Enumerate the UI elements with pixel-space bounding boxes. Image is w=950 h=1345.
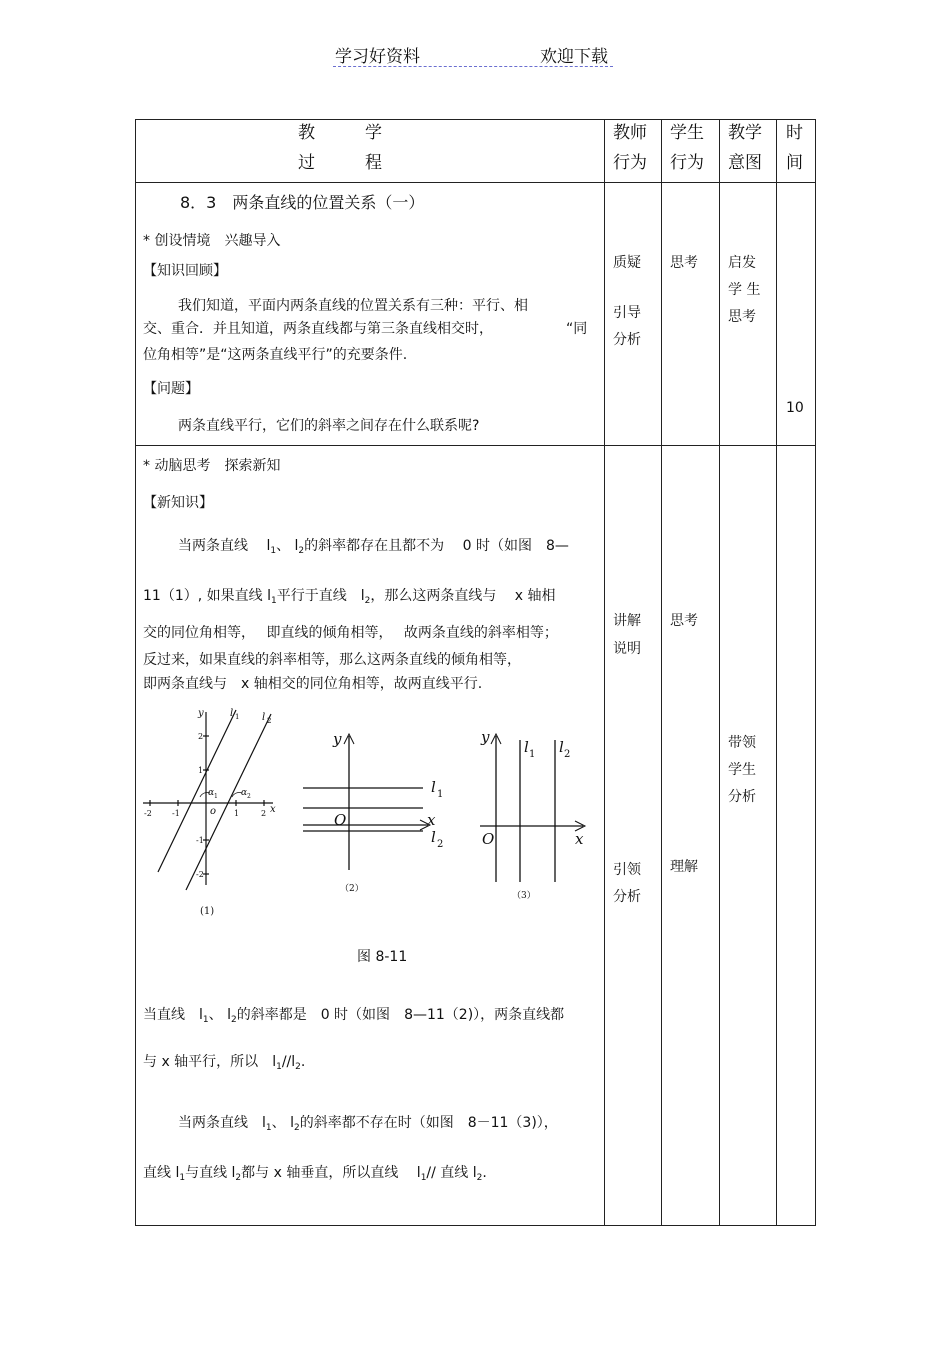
- s1-teacher-3: 分析: [613, 332, 641, 348]
- svg-text:（2）: （2）: [340, 884, 364, 894]
- s2-student-1: 思考: [670, 613, 698, 629]
- para5: 即两条直线与 x 轴相交的同位角相等，故两直线平行.: [143, 676, 483, 692]
- s2-teacher-2: 说明: [613, 641, 641, 657]
- svg-text:x: x: [270, 804, 276, 815]
- svg-text:l: l: [524, 738, 529, 756]
- s1-intent-1: 启发: [728, 255, 756, 271]
- head-xue: 学: [365, 123, 382, 143]
- recall-line-3: 位角相等”是“这两条直线平行”的充要条件.: [143, 347, 408, 363]
- recall-label: 【知识回顾】: [143, 263, 227, 279]
- svg-text:1: 1: [198, 766, 204, 775]
- s1-time: 10: [786, 400, 804, 416]
- s1-intent-3: 思考: [728, 309, 756, 325]
- s2-intent-1: 带领: [728, 735, 756, 751]
- para9: 直线 $l_1$与直线 $l_2$都与 x 轴垂直，所以直线 $l_1//$ 直线 $l_2$.: [143, 1165, 487, 1183]
- para7: 与 x 轴平行，所以 $l_1//l_2$.: [143, 1054, 306, 1072]
- figure-2: [303, 734, 430, 870]
- s2-teacher-3: 引领: [613, 862, 641, 878]
- svg-text:-2: -2: [144, 809, 152, 818]
- section2-bullet: * 动脑思考 探索新知: [143, 458, 281, 474]
- recall-line-2-tail: “同: [566, 321, 588, 337]
- head-teacher-1: 教师: [613, 123, 647, 143]
- recall-line-1: 我们知道，平面内两条直线的位置关系有三种：平行、相: [178, 298, 528, 314]
- svg-text:-2: -2: [196, 870, 204, 879]
- s2-student-2: 理解: [670, 859, 698, 875]
- svg-text:2: 2: [267, 717, 272, 725]
- header-right: 欢迎下载: [540, 47, 608, 67]
- para6: 当直线 $l_1$、 $l_2$的斜率都是 0 时（如图 8—11（2)），两条直线都: [143, 1007, 565, 1025]
- para1: 当两条直线 $l_1$、 $l_2$的斜率都存在且都不为 0 时（如图 8—: [178, 538, 569, 556]
- svg-text:-1: -1: [172, 809, 180, 818]
- s2-intent-2: 学生: [728, 762, 756, 778]
- svg-text:o: o: [210, 806, 217, 817]
- para3: 交的同位角相等， 即直线的倾角相等， 故两条直线的斜率相等；: [143, 625, 558, 641]
- figure-1: [143, 710, 273, 890]
- header-left: 学习好资料: [335, 47, 420, 67]
- section1-title: 8．3 两条直线的位置关系（一）: [180, 193, 425, 212]
- figure-8-11: [138, 700, 598, 930]
- para2: 11（1）, 如果直线 $l_1$平行于直线 $l_2$，那么这两条直线与 x 轴相: [143, 588, 556, 606]
- svg-text:x: x: [575, 830, 584, 848]
- head-time-1: 时: [786, 123, 803, 143]
- svg-text:2: 2: [247, 793, 251, 800]
- s1-student-1: 思考: [670, 255, 698, 271]
- s1-intent-2: 学 生: [728, 282, 761, 298]
- s2-teacher-4: 分析: [613, 889, 641, 905]
- head-time-2: 间: [786, 153, 803, 173]
- svg-text:1: 1: [234, 809, 240, 818]
- head-cheng: 程: [365, 153, 382, 173]
- figure-caption: 图 8-11: [357, 949, 408, 965]
- svg-text:2: 2: [437, 839, 444, 850]
- svg-text:l: l: [431, 828, 436, 846]
- svg-text:x: x: [427, 811, 436, 829]
- head-student-1: 学生: [670, 123, 704, 143]
- s1-teacher-1: 质疑: [613, 255, 641, 271]
- svg-text:α: α: [208, 788, 215, 798]
- para4: 反过来，如果直线的斜率相等，那么这两条直线的倾角相等，: [143, 652, 521, 668]
- s1-teacher-2: 引导: [613, 305, 641, 321]
- svg-text:(1): (1): [200, 906, 215, 917]
- svg-text:y: y: [333, 730, 342, 748]
- svg-text:l: l: [262, 712, 266, 723]
- head-teacher-2: 行为: [613, 153, 647, 173]
- head-intent-1: 教学: [728, 123, 762, 143]
- svg-text:α: α: [241, 788, 248, 798]
- question-label: 【问题】: [143, 381, 199, 397]
- svg-text:1: 1: [437, 789, 444, 800]
- svg-text:O: O: [482, 830, 495, 848]
- svg-text:l: l: [230, 708, 234, 719]
- svg-text:1: 1: [214, 793, 218, 800]
- question-text: 两条直线平行，它们的斜率之间存在什么联系呢?: [178, 418, 480, 434]
- section1-bullet: * 创设情境 兴趣导入: [143, 233, 281, 249]
- head-guo: 过: [298, 153, 315, 173]
- new-label: 【新知识】: [143, 495, 213, 511]
- svg-text:y: y: [481, 728, 490, 746]
- recall-line-2: 交、重合．并且知道，两条直线都与第三条直线相交时，: [143, 321, 493, 337]
- svg-text:2: 2: [564, 749, 571, 760]
- svg-text:2: 2: [198, 732, 204, 741]
- head-student-2: 行为: [670, 153, 704, 173]
- svg-text:2: 2: [261, 809, 267, 818]
- svg-text:l: l: [559, 738, 564, 756]
- head-intent-2: 意图: [728, 153, 762, 173]
- svg-text:-1: -1: [196, 836, 204, 845]
- head-jiao: 教: [298, 123, 315, 143]
- svg-text:1: 1: [529, 749, 536, 760]
- svg-text:1: 1: [235, 713, 240, 721]
- svg-text:l: l: [431, 778, 436, 796]
- s2-teacher-1: 讲解: [613, 613, 641, 629]
- s2-intent-3: 分析: [728, 789, 756, 805]
- para8: 当两条直线 $l_1$、 $l_2$的斜率都不存在时（如图 8－11（3)），: [178, 1115, 558, 1133]
- svg-text:y: y: [198, 708, 204, 719]
- svg-text:O: O: [334, 811, 347, 829]
- svg-text:（3）: （3）: [512, 891, 536, 901]
